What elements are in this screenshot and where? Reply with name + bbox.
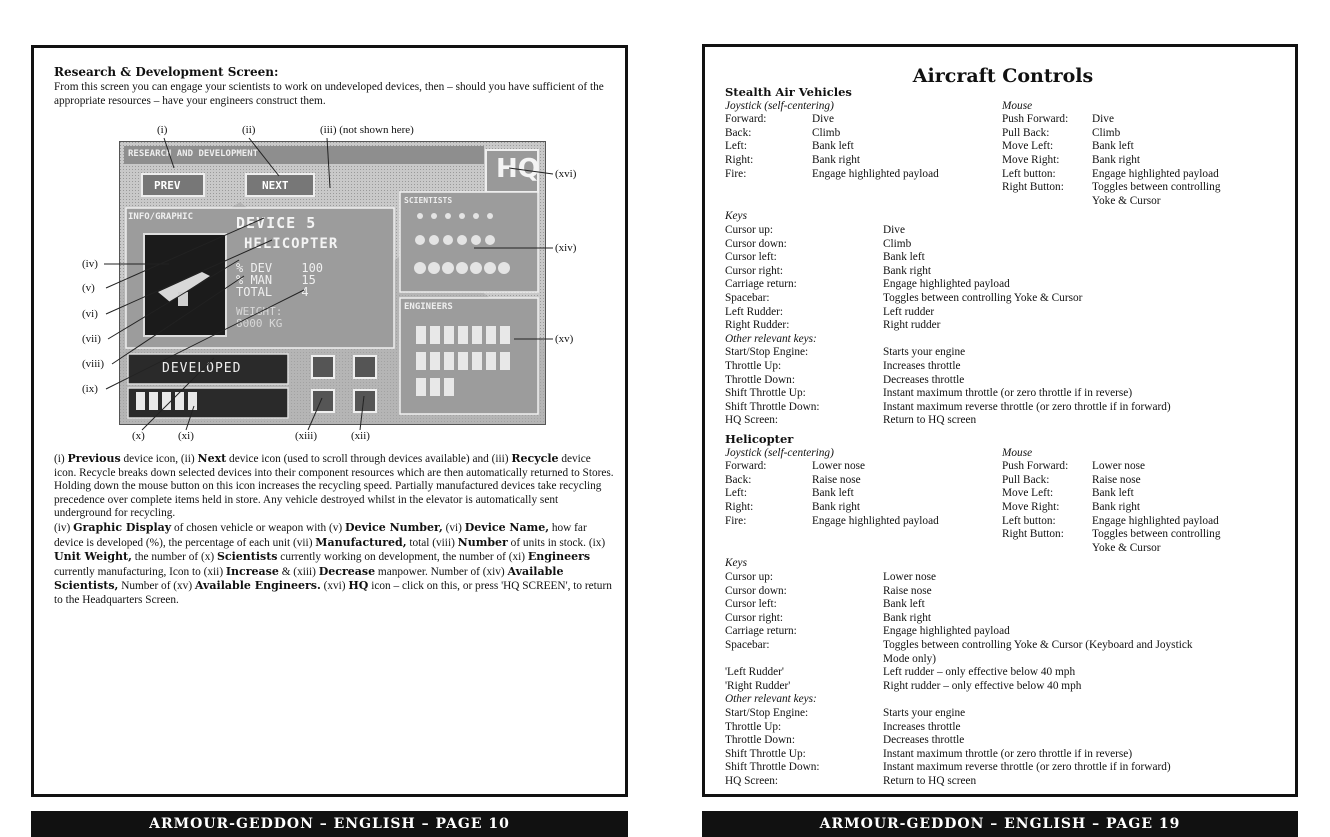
other-key-control: Start/Stop Engine:	[725, 707, 809, 719]
desc-text: how far device is developed (%), the percentage of each unit (vii)	[54, 521, 587, 549]
callout-xv: (xv)	[555, 333, 574, 345]
callout-v: (v)	[82, 282, 95, 294]
key-control: Carriage return:	[725, 625, 797, 638]
joystick-action: Climb	[812, 126, 841, 139]
joystick-action: Raise nose	[812, 473, 861, 486]
keys-label: Keys	[725, 210, 747, 223]
mouse-action: Climb	[1092, 126, 1121, 139]
mouse-control: Right Button:	[1002, 181, 1064, 194]
man-value: 15	[301, 273, 316, 287]
dev-value: 100	[301, 261, 324, 275]
other-key-control: Shift Throttle Up:	[725, 387, 806, 400]
callout-viii: (viii)	[82, 358, 104, 370]
joystick-label: Joystick (self-centering)	[725, 99, 834, 112]
mouse-action: Engage highlighted payload	[1092, 514, 1219, 527]
mouse-control: Push Forward:	[1002, 460, 1069, 473]
key-control: Spacebar:	[725, 639, 770, 651]
joystick-control: Right:	[725, 154, 754, 166]
callout-xvi: (xvi)	[555, 168, 577, 180]
desc-text: icon – click on this, or press 'HQ SCREEN', to return to the Headquarters Screen.	[54, 580, 612, 606]
mouse-action: Engage highlighted payload	[1092, 167, 1219, 180]
joystick-action: Bank left	[812, 140, 854, 153]
joystick-action: Engage highlighted payload	[812, 167, 939, 180]
rd-description	[54, 452, 614, 608]
desc-term: Available Engineers.	[194, 579, 321, 593]
key-action: Right rudder – only effective below 40 mph	[883, 679, 1082, 692]
desc-term: Available Scientists,	[54, 564, 564, 593]
key-action: Left rudder – only effective below 40 mph	[883, 666, 1076, 679]
key-action: Engage highlighted payload	[883, 278, 1010, 291]
desc-text: currently working on development, the number of (xi)	[277, 551, 528, 564]
rd-intro: From this screen you can engage your scientists to work on undeveloped devices, then – should you have sufficient of the appropriate resources – have your engineers construct them.	[54, 81, 604, 107]
key-action: Right rudder	[883, 319, 941, 332]
desc-text: & (xiii)	[278, 565, 319, 578]
desc-text: device icon, (ii)	[120, 453, 198, 465]
right-manual-page	[702, 44, 1298, 797]
key-control: Spacebar:	[725, 292, 770, 304]
weight-label: WEIGHT:	[236, 305, 283, 318]
desc-text: the number of (x)	[131, 551, 217, 564]
key-control: Cursor up:	[725, 224, 774, 236]
callout-xi: (xi)	[178, 430, 194, 442]
key-action: Climb	[883, 237, 912, 250]
other-key-control: Shift Throttle Down:	[725, 400, 820, 413]
other-key-action: Instant maximum reverse throttle (or zero throttle if in forward)	[883, 400, 1171, 413]
key-action: Bank right	[883, 611, 932, 624]
callout-i: (i)	[157, 124, 168, 136]
device-name: HELICOPTER	[244, 236, 339, 252]
desc-term: Graphic Display	[73, 520, 172, 534]
desc-term: Next	[197, 452, 227, 465]
desc-term: Number	[457, 535, 508, 549]
joystick-control: Back:	[725, 126, 752, 139]
joystick-control: Fire:	[725, 514, 747, 527]
key-action: Dive	[883, 224, 905, 236]
mouse-action: Bank right	[1092, 501, 1141, 513]
joystick-control: Fire:	[725, 167, 747, 180]
engineers-label: ENGINEERS	[404, 302, 453, 312]
mouse-label: Mouse	[1002, 99, 1033, 112]
other-key-control: Throttle Up:	[725, 720, 782, 733]
scientists-label: SCIENTISTS	[404, 196, 453, 205]
joystick-action: Bank right	[812, 154, 861, 166]
key-control: 'Left Rudder'	[725, 666, 784, 679]
mouse-label: Mouse	[1002, 446, 1033, 459]
key-action: Engage highlighted payload	[883, 625, 1010, 638]
desc-term: Device Name,	[464, 520, 550, 534]
key-control: Cursor right:	[725, 611, 784, 624]
key-control: Cursor left:	[725, 598, 777, 611]
rd-screen-title: RESEARCH AND DEVELOPMENT	[128, 149, 259, 159]
mouse-action: Yoke & Cursor	[1092, 194, 1161, 207]
other-key-control: HQ Screen:	[725, 775, 779, 787]
callout-x: (x)	[132, 430, 145, 442]
callout-xii: (xii)	[351, 430, 370, 442]
other-key-control: Shift Throttle Down:	[725, 761, 820, 774]
key-control: Cursor up:	[725, 571, 774, 583]
key-action: Mode only)	[883, 652, 937, 665]
joystick-action: Bank right	[812, 501, 861, 513]
joystick-control: Forward:	[725, 113, 767, 126]
dev-label: % DEV	[236, 261, 273, 275]
joystick-action: Lower nose	[812, 460, 866, 473]
other-key-action: Starts your engine	[883, 707, 966, 719]
key-control: Cursor down:	[725, 237, 787, 250]
key-control: Left Rudder:	[725, 305, 784, 318]
other-keys-label: Other relevant keys:	[725, 693, 817, 706]
mouse-control: Move Right:	[1002, 501, 1060, 513]
other-key-control: Throttle Down:	[725, 373, 795, 386]
other-key-control: HQ Screen:	[725, 414, 779, 427]
mouse-control: Right Button:	[1002, 528, 1064, 541]
callout-ix: (ix)	[82, 383, 98, 395]
callout-iii: (iii) (not shown here)	[320, 124, 414, 136]
key-control: Cursor left:	[725, 251, 777, 264]
mouse-action: Bank left	[1092, 140, 1134, 153]
other-key-action: Increases throttle	[883, 360, 961, 372]
joystick-action: Engage highlighted payload	[812, 514, 939, 527]
key-action: Bank left	[883, 251, 925, 264]
mouse-control: Push Forward:	[1002, 113, 1069, 126]
joystick-action: Dive	[812, 113, 834, 126]
key-action: Bank left	[883, 598, 925, 611]
mouse-action: Yoke & Cursor	[1092, 541, 1161, 554]
desc-text: (xvi)	[320, 580, 349, 593]
joystick-action: Bank left	[812, 487, 854, 500]
developed-status: DEVELOPED	[162, 361, 242, 376]
mouse-control: Pull Back:	[1002, 473, 1050, 486]
callout-leader-lines	[34, 48, 631, 800]
other-keys-label: Other relevant keys:	[725, 332, 817, 345]
other-key-action: Starts your engine	[883, 346, 966, 359]
key-control: 'Right Rudder'	[725, 679, 791, 692]
desc-text: device icon. Recycle breaks down selected devices into their component resources which are then automatically returned to Stores. Holding down the mouse button on this icon increases the recycling speed. Partially manufactured devices take recycling precedence over complete items held in store. Any vehicle destroyed whilst in the elevator is automatically sent underground for recycling.	[54, 453, 614, 520]
prev-device-button[interactable]: PREV	[154, 179, 181, 192]
other-key-control: Shift Throttle Up:	[725, 747, 806, 760]
key-control: Carriage return:	[725, 278, 797, 291]
desc-term: Recycle	[511, 452, 559, 465]
mouse-action: Lower nose	[1092, 460, 1146, 473]
mouse-action: Dive	[1092, 113, 1114, 126]
desc-text: of units in stock. (ix)	[507, 536, 606, 549]
desc-text: total (viii)	[406, 536, 458, 549]
key-action: Lower nose	[883, 571, 937, 583]
right-page-footer: ARMOUR-GEDDON – ENGLISH – PAGE 19	[702, 811, 1298, 837]
key-control: Right Rudder:	[725, 319, 790, 332]
desc-term: Unit Weight,	[54, 550, 132, 564]
desc-term: Device Number,	[344, 520, 443, 534]
callout-vi: (vi)	[82, 308, 98, 320]
desc-term: HQ	[348, 579, 369, 593]
left-page-footer: ARMOUR-GEDDON – ENGLISH – PAGE 10	[31, 811, 628, 837]
key-action: Raise nose	[883, 584, 932, 597]
device-number: DEVICE 5	[236, 214, 317, 232]
other-key-action: Increases throttle	[883, 720, 961, 733]
hq-button[interactable]: HQ	[496, 154, 540, 184]
mouse-control: Move Left:	[1002, 140, 1054, 153]
mouse-control: Left button:	[1002, 167, 1056, 180]
mouse-action: Toggles between controlling	[1092, 528, 1221, 541]
mouse-control: Move Left:	[1002, 487, 1054, 500]
left-manual-page	[31, 45, 628, 797]
section-heading: Helicopter	[725, 432, 794, 446]
key-control: Cursor right:	[725, 264, 784, 277]
desc-text: currently manufacturing, Icon to (xii)	[54, 565, 226, 578]
weight-value: 8000 KG	[236, 317, 283, 330]
mouse-action: Raise nose	[1092, 473, 1141, 486]
other-key-action: Instant maximum reverse throttle (or zero throttle if in forward)	[883, 761, 1171, 774]
joystick-control: Right:	[725, 501, 754, 513]
mouse-control: Move Right:	[1002, 154, 1060, 166]
other-key-control: Throttle Up:	[725, 360, 782, 372]
desc-term: Engineers	[527, 550, 591, 564]
next-device-button[interactable]: NEXT	[262, 179, 289, 192]
other-key-control: Start/Stop Engine:	[725, 346, 809, 359]
key-control: Cursor down:	[725, 584, 787, 597]
man-label: % MAN	[236, 273, 273, 287]
desc-text: manpower. Number of (xiv)	[375, 565, 508, 578]
other-key-action: Decreases throttle	[883, 734, 965, 747]
other-key-action: Instant maximum throttle (or zero throttle if in reverse)	[883, 747, 1133, 760]
joystick-control: Left:	[725, 140, 747, 153]
desc-text: device icon (used to scroll through devices available) and (iii)	[226, 453, 512, 465]
mouse-action: Toggles between controlling	[1092, 181, 1221, 194]
desc-term: Decrease	[318, 564, 376, 578]
mouse-control: Pull Back:	[1002, 126, 1050, 139]
callout-ii: (ii)	[242, 124, 256, 136]
desc-term: Scientists	[216, 550, 278, 564]
other-key-action: Instant maximum throttle (or zero throttle if in reverse)	[883, 387, 1133, 400]
keys-label: Keys	[725, 557, 747, 570]
desc-text: (vi)	[442, 521, 465, 534]
mouse-action: Bank right	[1092, 154, 1141, 166]
callout-vii: (vii)	[82, 333, 101, 345]
mouse-control: Left button:	[1002, 514, 1056, 527]
desc-term: Manufactured,	[315, 535, 407, 549]
desc-text: (i)	[54, 453, 68, 465]
callout-xiii: (xiii)	[295, 430, 317, 442]
section-heading: Stealth Air Vehicles	[725, 85, 852, 99]
callout-xiv: (xiv)	[555, 242, 577, 254]
joystick-control: Forward:	[725, 460, 767, 473]
aircraft-controls-title: Aircraft Controls	[912, 65, 1094, 87]
joystick-control: Back:	[725, 473, 752, 486]
other-key-control: Throttle Down:	[725, 734, 795, 747]
desc-term: Increase	[225, 564, 279, 578]
info-graphic-label: INFO/GRAPHIC	[128, 212, 194, 222]
key-action: Toggles between controlling Yoke & Cursor (Keyboard and Joystick	[883, 639, 1193, 651]
other-key-action: Decreases throttle	[883, 373, 965, 386]
key-action: Bank right	[883, 264, 932, 277]
callout-iv: (iv)	[82, 258, 98, 270]
rd-heading: Research & Development Screen:	[54, 65, 279, 79]
key-action: Toggles between controlling Yoke & Cursor	[883, 292, 1083, 304]
joystick-label: Joystick (self-centering)	[725, 446, 834, 459]
joystick-control: Left:	[725, 487, 747, 500]
other-key-action: Return to HQ screen	[883, 414, 977, 427]
mouse-action: Bank left	[1092, 487, 1134, 500]
desc-text: Number of (xv)	[118, 580, 195, 593]
desc-text: of chosen vehicle or weapon with (v)	[171, 521, 345, 534]
key-action: Left rudder	[883, 305, 935, 318]
desc-text: (iv)	[54, 521, 74, 534]
other-key-action: Return to HQ screen	[883, 775, 977, 787]
total-value: 4	[301, 285, 309, 299]
total-label: TOTAL	[236, 285, 273, 299]
desc-term: Previous	[67, 452, 121, 465]
